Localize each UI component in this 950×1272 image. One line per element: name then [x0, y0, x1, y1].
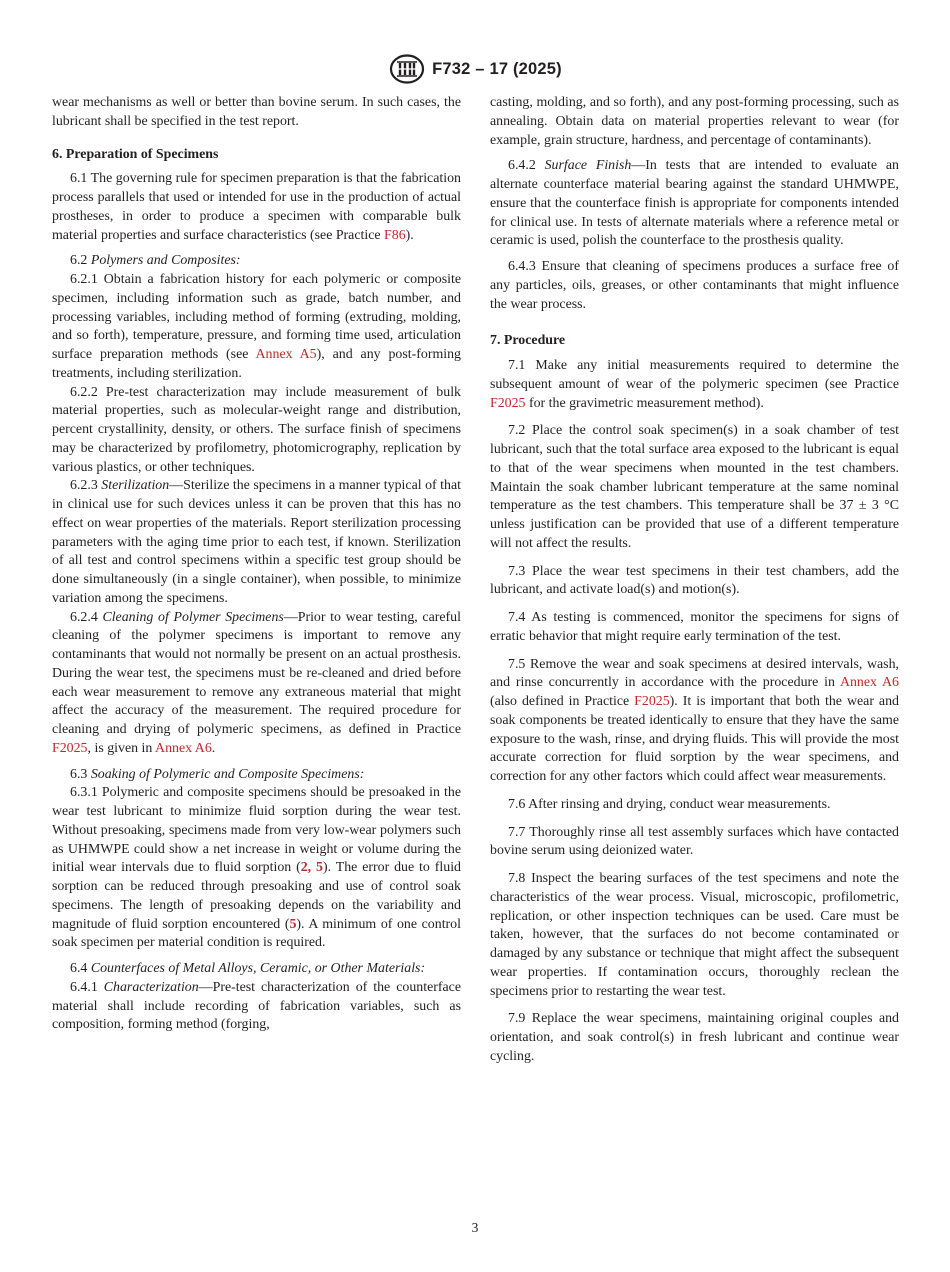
reference-link[interactable]: 5 [289, 916, 297, 932]
paragraph-7-1: 7.1 Make any initial measurements required to determine the subsequent amount of wear of the polymeric specimen (see Practice F2025 for the gravimetric measurement method). [490, 358, 899, 411]
paragraph-6-4-1: 6.4.1 Characterization—Pre-test characterization of the counterface material shall include recording of fabrication variables, such as composition, forming method (forging, [52, 979, 461, 1033]
link-annex-a5[interactable]: Annex A5 [255, 347, 317, 362]
paragraph-7-4: 7.4 As testing is commenced, monitor the specimens for signs of erratic behavior that might require early termination of the test. [490, 610, 899, 644]
page-header [0, 56, 950, 82]
paragraph-6-4: 6.4 Counterfaces of Metal Alloys, Ceramic, or Other Materials: [70, 961, 426, 976]
link-f2025[interactable]: F2025 [52, 740, 88, 756]
section-heading-7: 7. Procedure [490, 333, 566, 349]
paragraph-7-6: 7.6 After rinsing and drying, conduct wear measurements. [508, 796, 831, 812]
reference-link[interactable]: 2, 5 [300, 860, 323, 876]
astm-logo-icon [388, 54, 426, 84]
paragraph-7-9: 7.9 Replace the wear specimens, maintaining original couples and orientation, and soak control(s) in fresh lubricant and continue wear cycling. [490, 1011, 899, 1064]
paragraph-6-2-4: 6.2.4 Cleaning of Polymer Specimens—Prior to wear testing, careful cleaning of the polymer specimens is important to remove any contaminants that would not normally be present on an actual prosthesis. During the wear test, the specimens must be re-cleaned and dried before each wear measurement to remove any extraneous material that might affect the accuracy of the measurement. The required procedure for cleaning and drying of polymeric specimens, as defined in Practice F2025, is given in Annex A6. [52, 609, 461, 756]
paragraph-6-4-3: 6.4.3 Ensure that cleaning of specimens produces a surface free of any particles, oils, greases, or other contaminants that might influence the wear process. [490, 259, 899, 312]
section-heading-6: 6. Preparation of Specimens [52, 146, 219, 162]
paragraph-6-4-2: 6.4.2 Surface Finish—In tests that are intended to evaluate an alternate counterface material bearing against the standard UHMWPE, ensure that the counterface finish is appropriate for components intended for clinical use. In tests of alternate materials where a reference metal or ceramic is used, polish the counterface to the prosthesis quality. [490, 158, 899, 249]
paragraph-6-3-1: 6.3.1 Polymeric and composite specimens should be presoaked in the wear test lubricant to minimize fluid sorption during the wear test. Without presoaking, specimens made from very low-wear polymers such as UHMWPE could show a net increase in weight or volume during the initial wear intervals due to fluid sorption (2, 5). The error due to fluid sorption can be reduced through presoaking and use of control soak specimens. The length of presoaking depends on the variability and magnitude of fluid sorption encountered (5). A minimum of one control soak specimen per material condition is required. [52, 785, 461, 951]
paragraph-6-3: 6.3 Soaking of Polymeric and Composite Specimens: [70, 766, 365, 782]
link-f2025[interactable]: F2025 [634, 694, 670, 709]
document-designation: F732 – 17 (2025) [432, 59, 562, 78]
paragraph-6-1: 6.1 The governing rule for specimen preparation is that the fabrication process parallels that used or intended for use in the production of actual prostheses, in order to produce a specimen with comparable bulk material properties and surface characteristics (see Practice F86). [52, 171, 461, 243]
page-number: 3 [471, 1220, 479, 1235]
left-column [52, 94, 461, 1035]
paragraph-6-2-2: 6.2.2 Pre-test characterization may include measurement of bulk material properties, such as molecular-weight range and distribution, percent crystallinity, density, or others. The surface finish of specimens may be characterized by profilometry, photomicrography, replication by various plastics, or other techniques. [52, 384, 461, 475]
paragraph-7-2: 7.2 Place the control soak specimen(s) in a soak chamber of test lubricant, such that the total surface area exposed to the lubricant is equal to that of the wear specimens when mounted in the test chambers. Maintain the soak chamber lubricant temperature at the same nominal temperature as the test chambers. This temperature shall be 37 ± 3 °C unless justification can be provided that use of a different temperature will not affect the results. [490, 423, 899, 551]
paragraph-continuation: wear mechanisms as well or better than bovine serum. In such cases, the lubricant shall be specified in the test report. [52, 95, 461, 129]
paragraph-7-8: 7.8 Inspect the bearing surfaces of the test specimens and note the characteristics of the wear process. Visual, microscopic, profilometric, replication, or other inspection techniques can be used. Care must be taken, however, that the surfaces do not become contaminated or damaged by any substance or technique that might affect the subsequent wear properties. If contamination occurs, thoroughly reclean the specimens prior to restarting the wear test. [490, 871, 899, 999]
link-annex-a6[interactable]: Annex A6 [839, 675, 899, 691]
paragraph-continuation: casting, molding, and so forth), and any post-forming processing, such as annealing. Obtain data on material properties relevant to wear (for example, grain structure, hardness, and percentage of contaminants). [490, 95, 899, 148]
paragraph-6-2-1: 6.2.1 Obtain a fabrication history for each polymeric or composite specimen, including information such as grade, batch number, and processing variables, including method of forming (extruding, molding, and so forth), temperature, pressure, and forming time used, articulation surface preparation methods (see Annex A5), and any post-forming treatments, including sterilization. [52, 272, 462, 381]
paragraph-7-5: 7.5 Remove the wear and soak specimens at desired intervals, wash, and rinse concurrently in accordance with the procedure in Annex A6 (also defined in Practice F2025). It is important that both the wear and soak components be treated identically to ensure that they have the same exposure to the wash, rinse, and drying fluids. This will provide the most accurate correction for fluid sorption by the wear specimens, and correction for any other factors which could affect wear measurements. [490, 656, 899, 784]
paragraph-6-2-3: 6.2.3 Sterilization—Sterilize the specimens in a manner typical of that in clinical use for such devices unless it can be proven that this has no effect on wear properties of the materials. Report sterilization processing parameters with the aging time prior to each test, if known. Sterilization of all test and control specimens within a specific test group should be done simultaneously (in a single container), when possible, to minimize variation among the specimens. [52, 478, 461, 606]
link-annex-a6[interactable]: Annex A6 [155, 740, 212, 756]
paragraph-6-2: 6.2 Polymers and Composites: [70, 253, 241, 269]
paragraph-7-3: 7.3 Place the wear test specimens in their test chambers, add the lubricant, and activate load(s) and motion(s). [490, 563, 899, 598]
right-column [490, 94, 899, 1067]
paragraph-7-7: 7.7 Thoroughly rinse all test assembly surfaces which have contacted bovine serum using deionized water. [490, 824, 899, 859]
link-f86[interactable]: F86 [384, 227, 406, 243]
link-f2025[interactable]: F2025 [490, 395, 526, 411]
